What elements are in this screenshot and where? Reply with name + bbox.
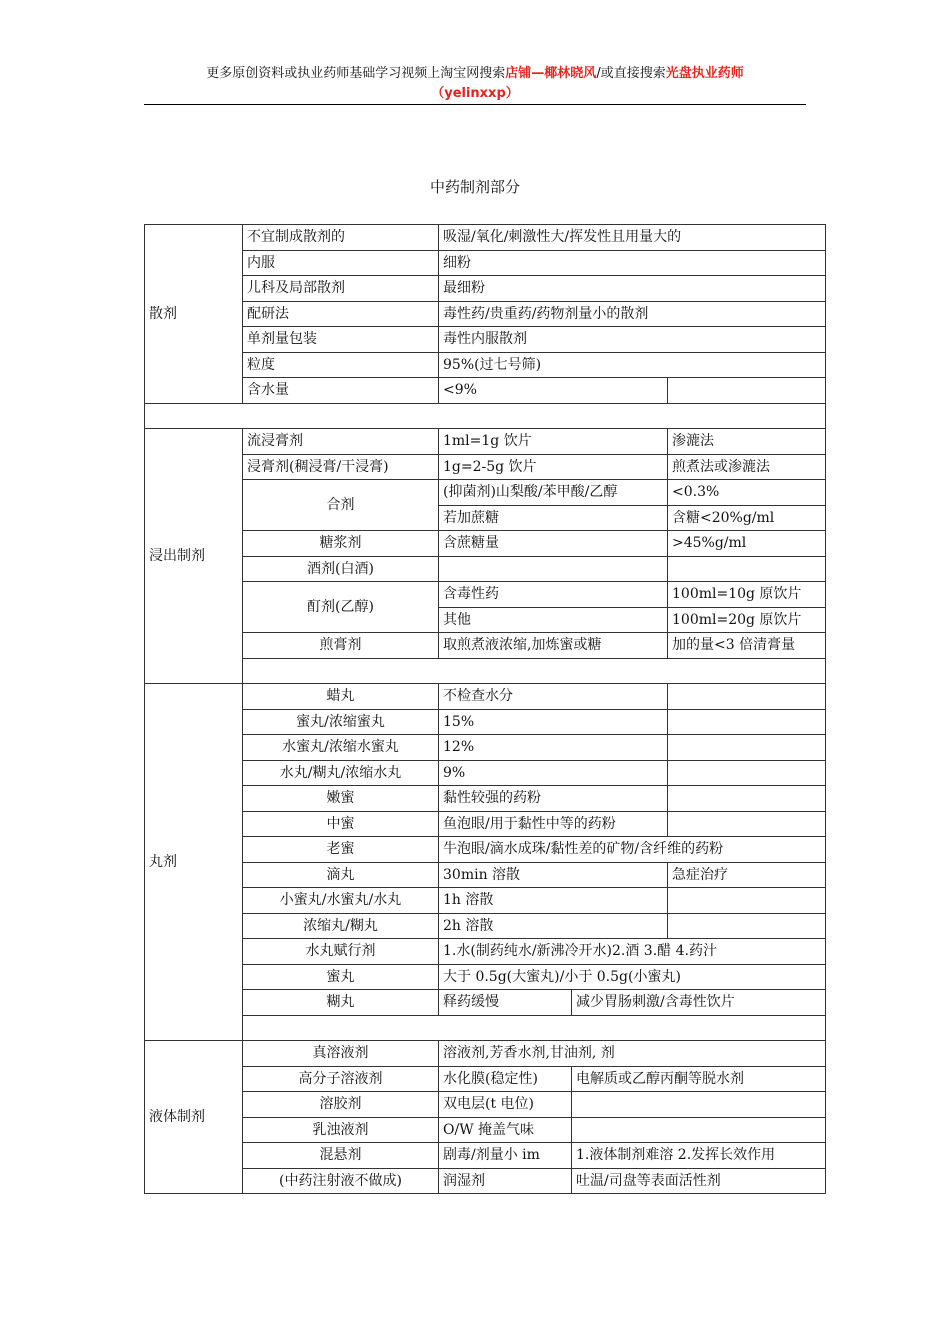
table-row: [145, 709, 826, 735]
cell-note: [668, 760, 826, 786]
table-row: [145, 837, 826, 863]
table-row: [145, 760, 826, 786]
table-row: [145, 1168, 826, 1194]
cell-item: (中药注射液不做成): [243, 1168, 439, 1194]
table-row: [145, 633, 826, 659]
separator-cell: [145, 403, 826, 429]
table-row: [145, 1117, 826, 1143]
cell-item: 配研法: [243, 301, 439, 327]
cell-item: 溶胶剂: [243, 1092, 439, 1118]
table-row: [145, 862, 826, 888]
cell-note: 1.液体制剂难溶 2.发挥长效作用: [572, 1143, 826, 1169]
group-label-wanji: 丸剂: [145, 684, 243, 1041]
cell-value: 9%: [439, 760, 668, 786]
table-row: [145, 454, 826, 480]
cell-value: 双电层(t 电位): [439, 1092, 572, 1118]
cell-note: <0.3%: [668, 480, 826, 506]
cell-value: 最细粉: [439, 276, 826, 302]
table-row: [145, 1066, 826, 1092]
cell-item: 蜜丸/浓缩蜜丸: [243, 709, 439, 735]
cell-note: 100ml=20g 原饮片: [668, 607, 826, 633]
cell-value: 1ml=1g 饮片: [439, 429, 668, 455]
cell-item: 糖浆剂: [243, 531, 439, 557]
cell-item: 嫩蜜: [243, 786, 439, 812]
cell-note: [668, 786, 826, 812]
cell-item: 蜡丸: [243, 684, 439, 710]
cell-value: 水化膜(稳定性): [439, 1066, 572, 1092]
page-header: [140, 64, 810, 104]
cell-item: 混悬剂: [243, 1143, 439, 1169]
table-row: [145, 964, 826, 990]
cell-value: 牛泡眼/滴水成珠/黏性差的矿物/含纤维的药粉: [439, 837, 826, 863]
cell-item: 老蜜: [243, 837, 439, 863]
table-row: [145, 327, 826, 353]
cell-item: 水丸赋行剂: [243, 939, 439, 965]
cell-note: [668, 913, 826, 939]
table-row: [145, 888, 826, 914]
cell-item: 水蜜丸/浓缩水蜜丸: [243, 735, 439, 761]
table-row: [145, 1041, 826, 1067]
cell-value: 1.水(制药纯水/新沸冷开水)2.酒 3.醋 4.药汁: [439, 939, 826, 965]
cell-note: >45%g/ml: [668, 531, 826, 557]
cell-value: 若加蔗糖: [439, 505, 668, 531]
cell-note: 吐温/司盘等表面活性剂: [572, 1168, 826, 1194]
cell-item: 单剂量包装: [243, 327, 439, 353]
header-text-2: /或直接搜索: [596, 66, 666, 81]
cell-note: [572, 1117, 826, 1143]
cell-note: [668, 684, 826, 710]
cell-note: [668, 888, 826, 914]
table-row: [145, 480, 826, 506]
group-label-yeti: 液体制剂: [145, 1041, 243, 1194]
cell-value: 毒性内服散剂: [439, 327, 826, 353]
separator-row: [145, 403, 826, 429]
cell-item: 乳浊液剂: [243, 1117, 439, 1143]
cell-note: 加的量<3 倍清膏量: [668, 633, 826, 659]
cell-value: 不检查水分: [439, 684, 668, 710]
table-row: [145, 378, 826, 404]
table-row: [145, 990, 826, 1016]
cell-item: 水丸/糊丸/浓缩水丸: [243, 760, 439, 786]
cell-value: 毒性药/贵重药/药物剂量小的散剂: [439, 301, 826, 327]
table-row: [145, 786, 826, 812]
table-row: [145, 250, 826, 276]
cell-value: 15%: [439, 709, 668, 735]
cell-value: 95%(过七号筛): [439, 352, 826, 378]
table-row: [145, 225, 826, 251]
cell-item: 中蜜: [243, 811, 439, 837]
cell-item: 糊丸: [243, 990, 439, 1016]
cell-value: 释药缓慢: [439, 990, 572, 1016]
table-row: [145, 1092, 826, 1118]
cell-item: 小蜜丸/水蜜丸/水丸: [243, 888, 439, 914]
cell-note: [572, 1092, 826, 1118]
cell-note: 渗漉法: [668, 429, 826, 455]
table-row: [145, 531, 826, 557]
cell-item: 儿科及局部散剂: [243, 276, 439, 302]
cell-item: 高分子溶液剂: [243, 1066, 439, 1092]
cell-value: 2h 溶散: [439, 913, 668, 939]
header-text: 更多原创资料或执业药师基础学习视频上淘宝网搜索: [206, 66, 506, 81]
header-divider: [144, 104, 806, 105]
cell-note: 减少胃肠刺激/含毒性饮片: [572, 990, 826, 1016]
cell-item: 含水量: [243, 378, 439, 404]
table-row: [145, 556, 826, 582]
cell-note: 急症治疗: [668, 862, 826, 888]
cell-item: 不宜制成散剂的: [243, 225, 439, 251]
group-label-jinchu: 浸出制剂: [145, 429, 243, 684]
header-shop-name: 店铺—椰林晓风: [505, 66, 597, 81]
cell-value: 大于 0.5g(大蜜丸)/小于 0.5g(小蜜丸): [439, 964, 826, 990]
cell-value: 30min 溶散: [439, 862, 668, 888]
cell-note: [668, 735, 826, 761]
cell-value: 鱼泡眼/用于黏性中等的药粉: [439, 811, 668, 837]
cell-value: 剧毒/剂量小 im: [439, 1143, 572, 1169]
cell-value: 吸湿/氧化/刺激性大/挥发性且用量大的: [439, 225, 826, 251]
cell-value: 溶液剂,芳香水剂,甘油剂, 剂: [439, 1041, 826, 1067]
table-row: [145, 301, 826, 327]
cell-value: 含蔗糖量: [439, 531, 668, 557]
table-row: [145, 939, 826, 965]
cell-note: [668, 556, 826, 582]
cell-item: 蜜丸: [243, 964, 439, 990]
cell-item: 流浸膏剂: [243, 429, 439, 455]
table-row: [145, 913, 826, 939]
page-title: 中药制剂部分: [429, 178, 520, 196]
cell-item: 真溶液剂: [243, 1041, 439, 1067]
cell-note: [668, 811, 826, 837]
cell-item: 浓缩丸/糊丸: [243, 913, 439, 939]
cell-note: 100ml=10g 原饮片: [668, 582, 826, 608]
cell-value: 12%: [439, 735, 668, 761]
cell-value: 其他: [439, 607, 668, 633]
group-label-sanji: 散剂: [145, 225, 243, 404]
cell-value: 1h 溶散: [439, 888, 668, 914]
cell-note: 含糖<20%g/ml: [668, 505, 826, 531]
cell-value: 细粉: [439, 250, 826, 276]
cell-item: 煎膏剂: [243, 633, 439, 659]
cell-value: 黏性较强的药粉: [439, 786, 668, 812]
table-row: [145, 684, 826, 710]
header-line-1: [140, 64, 810, 84]
cell-value: (抑菌剂)山梨酸/苯甲酸/乙醇: [439, 480, 668, 506]
cell-item: 酒剂(白酒): [243, 556, 439, 582]
separator-row: [145, 1015, 826, 1041]
cell-note: 煎煮法或渗漉法: [668, 454, 826, 480]
cell-value: 润湿剂: [439, 1168, 572, 1194]
cell-value: 1g=2-5g 饮片: [439, 454, 668, 480]
cell-item: 合剂: [243, 480, 439, 531]
table-row: [145, 429, 826, 455]
table-row: [145, 735, 826, 761]
cell-note: [668, 378, 826, 404]
cell-value: [439, 556, 668, 582]
cell-value: 取煎煮液浓缩,加炼蜜或糖: [439, 633, 668, 659]
header-line-2: （yelinxxp）: [431, 86, 519, 101]
cell-item: 浸膏剂(稠浸膏/干浸膏): [243, 454, 439, 480]
table-row: [145, 1143, 826, 1169]
separator-cell: [243, 1015, 826, 1041]
table-row: [145, 811, 826, 837]
cell-value: 含毒性药: [439, 582, 668, 608]
cell-item: 滴丸: [243, 862, 439, 888]
separator-row: [145, 658, 826, 684]
cell-item: 内服: [243, 250, 439, 276]
separator-cell: [243, 658, 826, 684]
table-row: [145, 352, 826, 378]
cell-item: 酊剂(乙醇): [243, 582, 439, 633]
header-search-term: 光盘执业药师: [665, 66, 744, 81]
cell-value: O/W 掩盖气味: [439, 1117, 572, 1143]
pharmacy-table: [144, 224, 826, 1194]
cell-item: 粒度: [243, 352, 439, 378]
cell-note: 电解质或乙醇丙酮等脱水剂: [572, 1066, 826, 1092]
cell-note: [668, 709, 826, 735]
cell-value: <9%: [439, 378, 668, 404]
table-row: [145, 276, 826, 302]
table-row: [145, 582, 826, 608]
